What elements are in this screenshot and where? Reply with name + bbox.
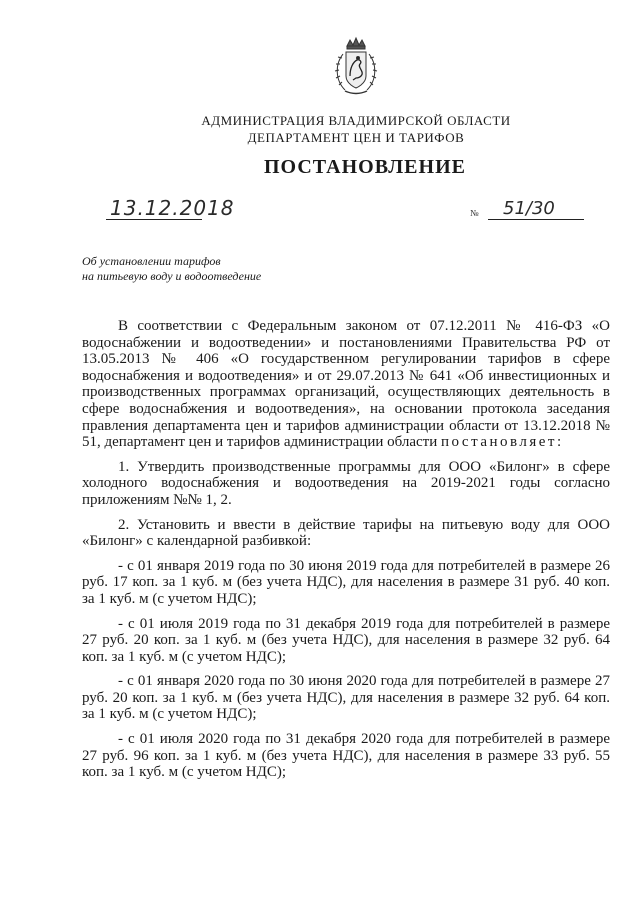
tariff-period-4: - с 01 июля 2020 года по 31 декабря 2020 года для потребителей в размере 27 руб. 96 коп. за 1 куб. м (без учета НДС), для населения в размере 33 руб. 55 коп. за 1 куб. м (с учетом НДС); bbox=[82, 731, 610, 781]
document-date: 13.12.2018 bbox=[110, 196, 235, 220]
organization-name: АДМИНИСТРАЦИЯ ВЛАДИМИРСКОЙ ОБЛАСТИ bbox=[201, 113, 511, 128]
subject-line-1: Об установлении тарифов bbox=[82, 254, 221, 268]
number-underline bbox=[488, 219, 584, 220]
tariff-period-1: - с 01 января 2019 года по 30 июня 2019 года для потребителей в размере 26 руб. 17 коп. за 1 куб. м (без учета НДС), для населения в размере 31 руб. 40 коп. за 1 куб. м (с учетом НДС); bbox=[82, 557, 610, 607]
coat-of-arms-icon bbox=[331, 36, 381, 100]
document-type-title: ПОСТАНОВЛЕНИЕ bbox=[264, 156, 466, 178]
document-number: 51/30 bbox=[503, 198, 555, 219]
number-label: № bbox=[470, 208, 479, 218]
tariff-period-2: - с 01 июля 2019 года по 31 декабря 2019 года для потребителей в размере 27 руб. 20 коп. за 1 куб. м (без учета НДС), для населения в размере 32 руб. 64 коп. за 1 куб. м (с учетом НДС); bbox=[82, 615, 610, 665]
preamble-paragraph bbox=[82, 318, 610, 451]
department-name: ДЕПАРТАМЕНТ ЦЕН И ТАРИФОВ bbox=[247, 130, 465, 145]
item-1-paragraph: 1. Утвердить производственные программы для ООО «Билонг» в сфере холодного водоснабжения и водоотведения на 2019-2021 годы согласно приложениям №№ 1, 2. bbox=[82, 458, 610, 508]
item-2-paragraph: 2. Установить и ввести в действие тарифы на питьевую воду для ООО «Билонг» с календарной разбивкой: bbox=[82, 516, 610, 550]
document-body bbox=[82, 318, 610, 789]
subject-line-2: на питьевую воду и водоотведение bbox=[82, 269, 262, 283]
preamble-text: В соответствии с Федеральным законом от 07.12.2011 № 416-ФЗ «О водоснабжении и водоотведении» и постановлениями Правительства РФ от 13.05.2013 № 406 «О государственном регулировании тарифов в сфере водоснабжения и водоотведения» и от 29.07.2013 № 641 «Об инвестиционных и производственных программах организаций, осуществляющих деятельность в сфере водоснабжения и водоотведения», на основании протокола заседания правления департамента цен и тарифов администрации области от 13.12.2018 № 51, департамент цен и тарифов администрации области bbox=[82, 318, 610, 451]
resolution-verb: постановляет: bbox=[441, 434, 564, 451]
document-subject bbox=[82, 254, 342, 284]
date-underline bbox=[106, 219, 202, 220]
tariff-period-3: - с 01 января 2020 года по 30 июня 2020 года для потребителей в размере 27 руб. 20 коп. за 1 куб. м (без учета НДС), для населения в размере 32 руб. 64 коп. за 1 куб. м (с учетом НДС); bbox=[82, 673, 610, 723]
